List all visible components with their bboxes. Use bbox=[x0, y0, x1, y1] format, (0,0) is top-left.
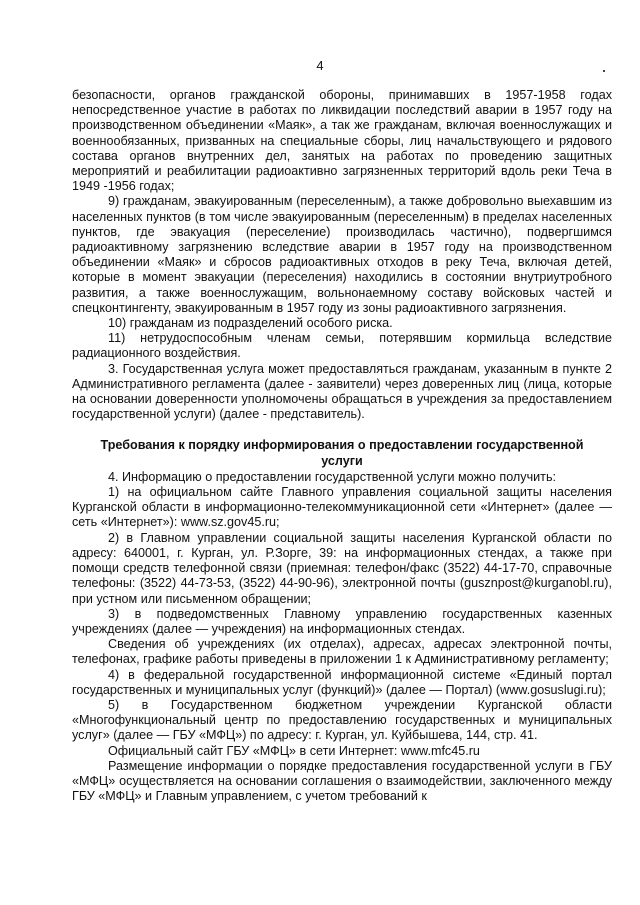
page-number: 4 bbox=[316, 58, 324, 73]
paragraph-sub-1: 1) на официальном сайте Главного управления социальной защиты населения Курганской области в информационно-телекоммуникационной сети «Интернет» (далее — сеть «Интернет»): www.sz.gov45.ru; bbox=[72, 485, 612, 530]
paragraph-continuation: безопасности, органов гражданской обороны, принимавших в 1957-1958 годах непосредственное участие в работах по ликвидации последствий аварии в 1957 году на производственном объединении «Маяк», а так же гражданам, включая военнослужащих и военнообязанных, призванных на специальные сборы, лиц начальствующего и рядового состава органов внутренних дел, занятых на работах по проведению защитных мероприятий и реабилитации радиоактивно загрязненных территорий вдоль реки Теча в 1949 -1956 годах; bbox=[72, 88, 612, 194]
paragraph-mfc-info: Размещение информации о порядке предоставления государственной услуги в ГБУ «МФЦ» осуществляется на основании соглашения о взаимодействии, заключенного между ГБУ «МФЦ» и Главным управлением, с учетом требований к bbox=[72, 758, 612, 804]
paragraph-clause-4: 4. Информацию о предоставлении государственной услуги можно получить: bbox=[108, 469, 557, 484]
paragraph-clause-3: 3. Государственная услуга может предоставляться гражданам, указанным в пункте 2 Административного регламента (далее - заявители) через доверенных лиц (лица, которые на основании доверенности уполномочены обращаться в учреждения за предоставлением государственной услуги) (далее - представитель). bbox=[72, 361, 612, 422]
paragraph-sub-5: 5) в Государственном бюджетном учреждении Курганской области «Многофункциональный центр по предоставлению государственных и муниципальных услуг» (далее — ГБУ «МФЦ») по адресу: г. Курган, ул. Куйбышева, 144, стр. 41. bbox=[72, 697, 612, 743]
paragraph-item-9: 9) гражданам, эвакуированным (переселенным), а также добровольно выехавшим из населенных пунктов (в том числе эвакуированным (переселенным) в пределах населенных пунктов, где эвакуация (переселение) производилась частично), подвергшимся радиоактивному загрязнению вследствие аварии в 1957 году на производственном объединении «Маяк» и сбросов радиоактивных отходов в реку Теча, включая детей, которые в момент эвакуации (переселения) находились в состоянии внутриутробного развития, а также военнослужащим, вольнонаемному составу войсковых частей и спецконтингенту, эвакуированным в 1957 году из зоны радиоактивного загрязнения. bbox=[72, 194, 612, 315]
paragraph-item-10: 10) гражданам из подразделений особого риска. bbox=[108, 316, 393, 331]
scan-speck bbox=[603, 70, 605, 72]
paragraph-mfc-site: Официальный сайт ГБУ «МФЦ» в сети Интернет: www.mfc45.ru bbox=[108, 743, 480, 758]
paragraph-sub-3: 3) в подведомственных Главному управлению государственных казенных учреждениях (далее — учреждения) на информационных стендах. bbox=[72, 606, 612, 636]
paragraph-item-11: 11) нетрудоспособным членам семьи, потерявшим кормильца вследствие радиационного воздействия. bbox=[72, 331, 612, 361]
paragraph-sub-2: 2) в Главном управлении социальной защиты населения Курганской области по адресу: 640001, г. Курган, ул. Р.Зорге, 39: на информационных стендах, а также при помощи средств телефонной связи (приемная: телефон/факс (3522) 44-17-70, справочные телефоны: (3522) 44-73-53, (3522) 44-90-96), электронной почты (gusznpost@kurganobl.ru), при устном или письменном обращении; bbox=[72, 530, 612, 606]
document-body bbox=[72, 88, 612, 804]
paragraph-institutions-info: Сведения об учреждениях (их отделах), адресах, адресах электронной почты, телефонах, графике работы приведены в приложении 1 к Административному регламенту; bbox=[72, 637, 612, 667]
section-heading: Требования к порядку информирования о предоставлении государственной услуги bbox=[100, 438, 584, 468]
paragraph-sub-4: 4) в федеральной государственной информационной системе «Единый портал государственных и муниципальных услуг (функций)» (далее — Портал) (www.gosuslugi.ru); bbox=[72, 667, 612, 697]
